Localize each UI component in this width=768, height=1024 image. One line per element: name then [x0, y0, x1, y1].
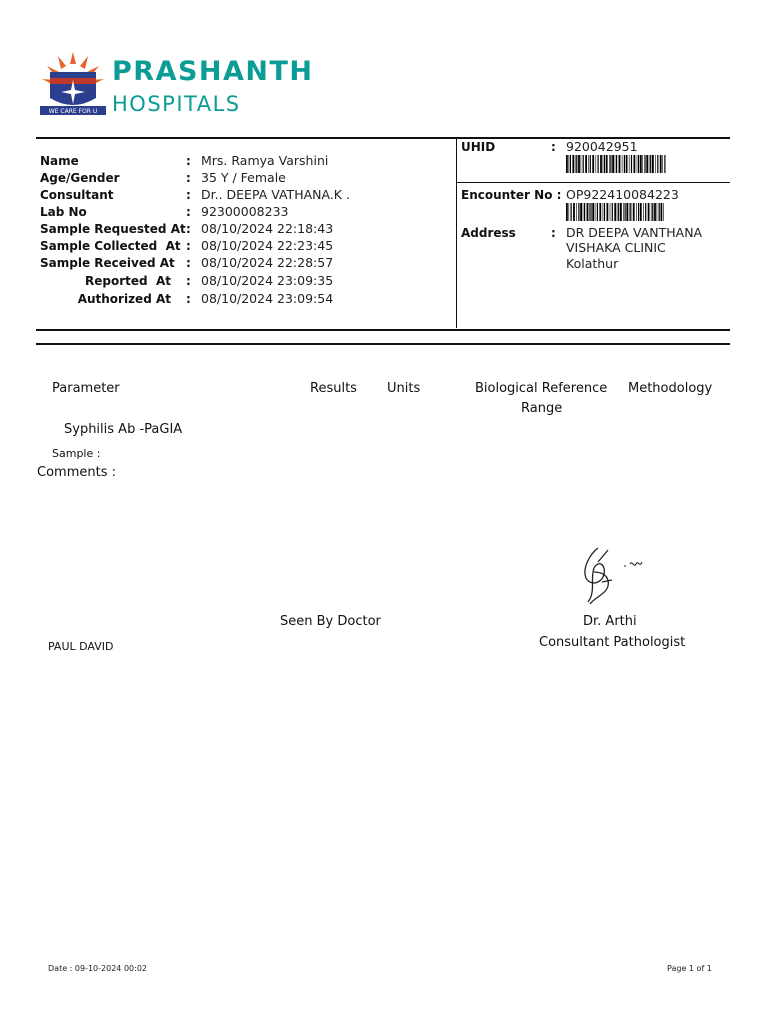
- doctor-name: Dr. Arthi: [583, 614, 637, 629]
- logo-tagline: WE CARE FOR U: [48, 108, 98, 115]
- uhid-barcode-icon: [566, 155, 666, 173]
- sample-requested-label: Sample Requested At: [40, 222, 186, 236]
- colon: :: [186, 274, 191, 288]
- sample-label: Sample :: [52, 447, 101, 460]
- colon: :: [551, 226, 556, 240]
- lab-no-label: Lab No: [40, 205, 87, 219]
- signature-icon: [568, 542, 648, 608]
- doctor-title: Consultant Pathologist: [539, 635, 686, 650]
- colon: :: [186, 154, 191, 168]
- column-units: Units: [387, 381, 421, 396]
- info-divider: [456, 137, 457, 328]
- sample-collected-label: Sample Collected At: [40, 239, 181, 253]
- name-label: Name: [40, 154, 79, 168]
- uhid-value: 920042951: [566, 139, 638, 154]
- column-reference: Biological Reference: [475, 381, 608, 396]
- sample-collected-value: 08/10/2024 22:23:45: [201, 238, 334, 253]
- address-label: Address: [461, 226, 516, 240]
- age-gender-label: Age/Gender: [40, 171, 120, 185]
- encounter-barcode-icon: [566, 203, 664, 221]
- column-reference-range: Range: [521, 401, 563, 416]
- uhid-label: UHID: [461, 140, 496, 154]
- patient-name: Mrs. Ramya Varshini: [201, 153, 329, 168]
- reported-label: Reported At: [85, 274, 171, 288]
- brand-name: PRASHANTH: [112, 56, 314, 87]
- column-parameter: Parameter: [52, 381, 120, 396]
- encounter-value: OP922410084223: [566, 187, 679, 202]
- reported-value: 08/10/2024 23:09:35: [201, 273, 334, 288]
- sample-received-label: Sample Received At: [40, 256, 175, 270]
- colon: :: [186, 292, 191, 306]
- lab-no-value: 92300008233: [201, 204, 289, 219]
- technician-name: PAUL DAVID: [48, 640, 114, 653]
- sample-received-value: 08/10/2024 22:28:57: [201, 255, 334, 270]
- test-name: Syphilis Ab -PaGIA: [64, 422, 183, 437]
- colon: :: [186, 205, 191, 219]
- footer-date: Date : 09-10-2024 00:02: [48, 964, 147, 973]
- authorized-value: 08/10/2024 23:09:54: [201, 291, 334, 306]
- footer-page: Page 1 of 1: [667, 964, 712, 973]
- authorized-label: Authorized At: [77, 292, 171, 306]
- age-gender-value: 35 Y / Female: [201, 170, 286, 185]
- colon: :: [186, 222, 191, 236]
- colon: :: [186, 171, 191, 185]
- comments-label: Comments :: [37, 465, 116, 480]
- section-divider: [36, 343, 730, 345]
- hospital-logo-icon: [38, 50, 108, 120]
- address-line-3: Kolathur: [566, 256, 619, 271]
- brand-subtitle: HOSPITALS: [112, 92, 241, 116]
- sample-requested-value: 08/10/2024 22:18:43: [201, 221, 334, 236]
- colon: :: [186, 188, 191, 202]
- colon: :: [186, 256, 191, 270]
- colon: :: [186, 239, 191, 253]
- address-line-1: DR DEEPA VANTHANA: [566, 225, 703, 240]
- consultant-label: Consultant: [40, 188, 114, 202]
- address-line-2: VISHAKA CLINIC: [566, 240, 666, 255]
- colon: :: [551, 140, 556, 154]
- seen-by-doctor: Seen By Doctor: [280, 614, 381, 629]
- consultant-value: Dr.. DEEPA VATHANA.K .: [201, 187, 350, 202]
- encounter-label: Encounter No :: [461, 188, 562, 202]
- column-methodology: Methodology: [628, 381, 713, 396]
- uhid-divider: [457, 182, 730, 183]
- column-results: Results: [310, 381, 357, 396]
